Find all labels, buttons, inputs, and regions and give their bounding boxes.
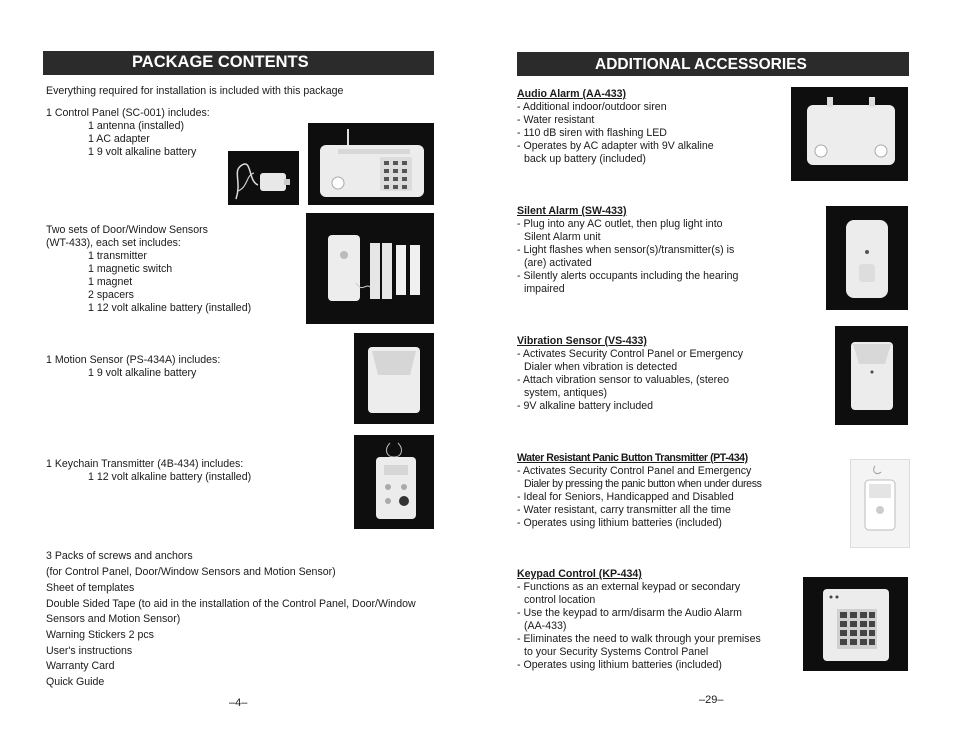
list-item: 1 magnetic switch bbox=[88, 263, 173, 275]
list-item: - Light flashes when sensor(s)/transmitter(s) is bbox=[517, 244, 735, 256]
ac-adapter-photo bbox=[228, 151, 299, 205]
list-item: - Ideal for Seniors, Handicapped and Disabled bbox=[517, 491, 734, 503]
silent-alarm-title: Silent Alarm (SW-433) bbox=[517, 205, 627, 217]
misc-item: Quick Guide bbox=[46, 676, 105, 688]
list-item: - 110 dB siren with flashing LED bbox=[517, 127, 667, 139]
misc-item: User's instructions bbox=[46, 645, 133, 657]
control-panel-photo bbox=[308, 123, 434, 205]
list-item: - Functions as an external keypad or secondary bbox=[517, 581, 741, 593]
list-item: 1 magnet bbox=[88, 276, 133, 288]
list-item: (are) activated bbox=[524, 257, 592, 269]
motion-sensor-icon bbox=[354, 333, 434, 424]
list-item: - Plug into any AC outlet, then plug light into bbox=[517, 218, 723, 230]
vibration-sensor-icon bbox=[835, 326, 908, 425]
list-item: 1 AC adapter bbox=[88, 133, 150, 145]
list-item: - 9V alkaline battery included bbox=[517, 400, 654, 412]
intro-text: Everything required for installation is included with this package bbox=[46, 85, 344, 97]
banner-title: ADDITIONAL ACCESSORIES bbox=[595, 56, 807, 73]
panic-button-photo bbox=[850, 459, 910, 548]
list-item: Dialer when vibration is detected bbox=[524, 361, 678, 373]
list-item: - Operates using lithium batteries (included) bbox=[517, 517, 722, 529]
misc-item: Sheet of templates bbox=[46, 582, 135, 594]
ac-adapter-icon bbox=[228, 151, 299, 205]
plug-icon bbox=[826, 206, 908, 310]
list-item: 1 9 volt alkaline battery bbox=[88, 367, 197, 379]
motion-title: 1 Motion Sensor (PS-434A) includes: bbox=[46, 354, 221, 366]
list-item: to your Security Systems Control Panel bbox=[524, 646, 709, 658]
misc-item: (for Control Panel, Door/Window Sensors and Motion Sensor) bbox=[46, 566, 336, 578]
misc-item: Warranty Card bbox=[46, 660, 115, 672]
list-item: 1 antenna (installed) bbox=[88, 120, 184, 132]
list-item: - Activates Security Control Panel and Emergency bbox=[517, 465, 752, 477]
list-item: 1 9 volt alkaline battery bbox=[88, 146, 197, 158]
list-item: Silent Alarm unit bbox=[524, 231, 601, 243]
keychain-icon bbox=[354, 435, 434, 529]
keypad-photo bbox=[803, 577, 908, 671]
list-item: - Additional indoor/outdoor siren bbox=[517, 101, 667, 113]
keypad-title: Keypad Control (KP-434) bbox=[517, 568, 642, 580]
sensors-title: Two sets of Door/Window Sensors bbox=[46, 224, 208, 236]
motion-sensor-photo bbox=[354, 333, 434, 424]
list-item: - Eliminates the need to walk through your premises bbox=[517, 633, 761, 645]
control-panel-title: 1 Control Panel (SC-001) includes: bbox=[46, 107, 210, 119]
vibration-sensor-photo bbox=[835, 326, 908, 425]
list-item: - Water resistant bbox=[517, 114, 595, 126]
keychain-photo bbox=[354, 435, 434, 529]
list-item: 1 12 volt alkaline battery (installed) bbox=[88, 471, 252, 483]
additional-accessories-banner bbox=[517, 52, 909, 76]
door-sensor-icon bbox=[306, 213, 434, 324]
misc-item: Sensors and Motion Sensor) bbox=[46, 613, 181, 625]
misc-item: Double Sided Tape (to aid in the installation of the Control Panel, Door/Window bbox=[46, 598, 416, 610]
audio-alarm-title: Audio Alarm (AA-433) bbox=[517, 88, 627, 100]
audio-alarm-photo bbox=[791, 87, 908, 181]
door-window-sensor-photo bbox=[306, 213, 434, 324]
sensors-title-2: (WT-433), each set includes: bbox=[46, 237, 181, 249]
list-item: system, antiques) bbox=[524, 387, 608, 399]
list-item: - Activates Security Control Panel or Emergency bbox=[517, 348, 744, 360]
panic-button-title: Water Resistant Panic Button Transmitter (PT-434) bbox=[517, 452, 748, 464]
misc-item: Warning Stickers 2 pcs bbox=[46, 629, 154, 641]
list-item: - Use the keypad to arm/disarm the Audio Alarm bbox=[517, 607, 742, 619]
list-item: Dialer by pressing the panic button when under duress bbox=[524, 478, 762, 490]
list-item: - Attach vibration sensor to valuables, (stereo bbox=[517, 374, 729, 386]
list-item: 1 transmitter bbox=[88, 250, 147, 262]
list-item: 2 spacers bbox=[88, 289, 134, 301]
list-item: - Silently alerts occupants including the hearing bbox=[517, 270, 739, 282]
control-panel-icon bbox=[308, 123, 434, 205]
list-item: control location bbox=[524, 594, 596, 606]
silent-alarm-photo bbox=[826, 206, 908, 310]
list-item: - Operates using lithium batteries (included) bbox=[517, 659, 722, 671]
list-item: - Water resistant, carry transmitter all the time bbox=[517, 504, 731, 516]
list-item: (AA-433) bbox=[524, 620, 567, 632]
banner-title: PACKAGE CONTENTS bbox=[132, 53, 309, 71]
package-contents-banner bbox=[43, 51, 434, 75]
siren-icon bbox=[791, 87, 908, 181]
misc-item: 3 Packs of screws and anchors bbox=[46, 550, 193, 562]
list-item: impaired bbox=[524, 283, 565, 295]
page-number-right: –29– bbox=[699, 694, 724, 706]
keychain-title: 1 Keychain Transmitter (4B-434) includes: bbox=[46, 458, 244, 470]
page-number-left: –4– bbox=[229, 697, 248, 709]
list-item: - Operates by AC adapter with 9V alkaline bbox=[517, 140, 714, 152]
list-item: 1 12 volt alkaline battery (installed) bbox=[88, 302, 252, 314]
list-item: back up battery (included) bbox=[524, 153, 646, 165]
panic-button-icon bbox=[851, 460, 909, 547]
vibration-sensor-title: Vibration Sensor (VS-433) bbox=[517, 335, 647, 347]
keypad-icon bbox=[803, 577, 908, 671]
